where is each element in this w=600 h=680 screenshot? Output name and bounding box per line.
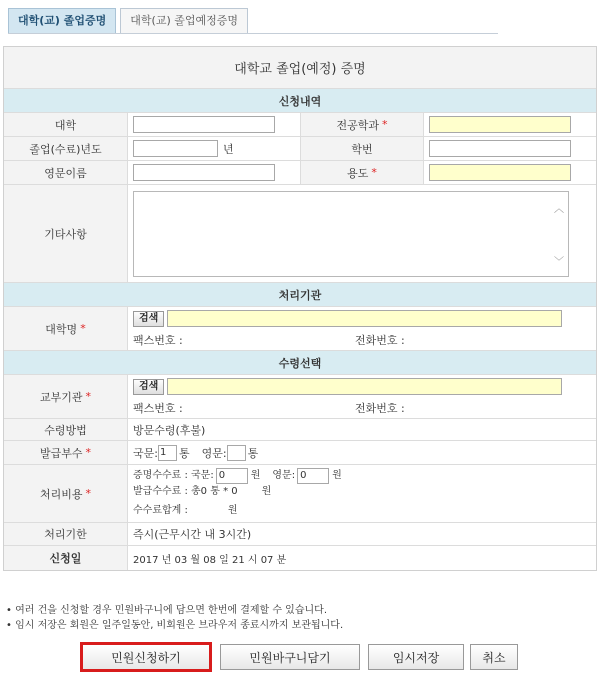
apply-button[interactable]: 민원신청하기 bbox=[80, 642, 212, 672]
cert-fee-korean: 0 bbox=[216, 468, 248, 484]
apply-date-value: 2017 년 03 월 08 일 21 시 07 분 bbox=[133, 554, 287, 566]
total-fee-won: 원 bbox=[227, 505, 238, 516]
scroll-up-icon[interactable]: ︿ bbox=[554, 203, 564, 215]
required-mark: * bbox=[80, 322, 86, 335]
label-student-id: 학번 bbox=[300, 137, 424, 160]
tab-underline bbox=[8, 33, 498, 34]
required-mark: * bbox=[85, 446, 91, 459]
delivery-org-input[interactable] bbox=[167, 378, 562, 395]
label-receive-method: 수령방법 bbox=[4, 419, 128, 440]
label-apply-date: 신청일 bbox=[4, 546, 128, 570]
required-mark: * bbox=[85, 390, 91, 403]
grad-year-input[interactable] bbox=[133, 140, 218, 157]
cancel-button[interactable]: 취소 bbox=[470, 644, 518, 670]
total-fee-label: 수수료합계 : bbox=[133, 505, 188, 516]
label-university: 대학 bbox=[4, 113, 128, 136]
student-id-input[interactable] bbox=[429, 140, 571, 157]
delivery-org-search-button[interactable]: 검색 bbox=[133, 379, 164, 395]
copies-korean-input[interactable]: 1 bbox=[158, 445, 177, 461]
required-mark: * bbox=[371, 166, 377, 179]
required-mark: * bbox=[382, 118, 388, 131]
tab-bar bbox=[8, 8, 252, 34]
required-mark: * bbox=[85, 487, 91, 500]
form-title: 대학교 졸업(예정) 증명 bbox=[4, 47, 596, 89]
univ-fax: 팩스번호 : bbox=[133, 334, 183, 347]
delivery-org-phone: 전화번호 : bbox=[355, 402, 405, 415]
section-receive: 수령선택 bbox=[4, 351, 596, 375]
copies-english-label: 영문: bbox=[201, 446, 227, 460]
cert-fee-english-won: 원 bbox=[332, 470, 342, 481]
etc-textarea[interactable] bbox=[133, 191, 569, 277]
copies-korean-unit: 통 bbox=[178, 446, 190, 460]
scroll-down-icon[interactable]: ﹀ bbox=[554, 256, 564, 268]
receive-method-value: 방문수령(후불) bbox=[133, 423, 206, 437]
major-input[interactable] bbox=[429, 116, 571, 133]
cert-fee-english: 0 bbox=[297, 468, 329, 484]
label-major: 전공학과 * bbox=[300, 113, 424, 136]
univ-search-button[interactable]: 검색 bbox=[133, 311, 164, 327]
purpose-input[interactable] bbox=[429, 164, 571, 181]
university-input[interactable] bbox=[133, 116, 275, 133]
cert-fee-won: 원 bbox=[250, 470, 261, 481]
univ-phone: 전화번호 : bbox=[355, 334, 405, 347]
label-etc: 기타사항 bbox=[4, 185, 128, 282]
label-fee: 처리비용 * bbox=[4, 465, 128, 522]
copies-korean-label: 국문: bbox=[133, 446, 158, 460]
temp-save-button[interactable]: 임시저장 bbox=[368, 644, 464, 670]
copies-english-unit: 통 bbox=[247, 446, 259, 460]
issue-fee-won: 원 bbox=[261, 486, 272, 497]
delivery-org-fax: 팩스번호 : bbox=[133, 402, 183, 415]
label-grad-year: 졸업(수료)년도 bbox=[4, 137, 128, 160]
year-unit: 년 bbox=[223, 142, 234, 156]
application-form bbox=[3, 46, 597, 571]
label-english-name: 영문이름 bbox=[4, 161, 128, 184]
notice-item: • 임시 저장은 회원은 일주일동안, 비회원은 브라우저 종료시까지 보관됩니다. bbox=[6, 620, 344, 631]
label-deadline: 처리기한 bbox=[4, 523, 128, 545]
notice-item: • 여러 건을 신청할 경우 민원바구니에 담으면 한번에 결제할 수 있습니다. bbox=[6, 605, 328, 616]
section-apply: 신청내역 bbox=[4, 89, 596, 113]
cert-fee-english-label: 영문: bbox=[272, 470, 296, 481]
label-copies: 발급부수 * bbox=[4, 441, 128, 464]
english-name-input[interactable] bbox=[133, 164, 275, 181]
action-buttons bbox=[0, 644, 600, 672]
issue-fee-line: 발급수수료 : 총0 통 * 0 bbox=[133, 486, 238, 497]
label-delivery-org: 교부기관 * bbox=[4, 375, 128, 418]
section-org: 처리기관 bbox=[4, 283, 596, 307]
tab-graduation-cert[interactable]: 대학(교) 졸업증명 bbox=[8, 8, 116, 34]
add-to-cart-button[interactable]: 민원바구니담기 bbox=[220, 644, 360, 670]
univ-name-input[interactable] bbox=[167, 310, 562, 327]
label-univ-name: 대학명 * bbox=[4, 307, 128, 350]
copies-english-input[interactable] bbox=[227, 445, 246, 461]
deadline-value: 즉시(근무시간 내 3시간) bbox=[133, 528, 252, 541]
tab-expected-graduation-cert[interactable]: 대학(교) 졸업예정증명 bbox=[120, 8, 248, 34]
notice-list bbox=[6, 603, 343, 633]
cert-fee-label: 증명수수료 : 국문: bbox=[133, 470, 214, 481]
label-purpose: 용도 * bbox=[300, 161, 424, 184]
